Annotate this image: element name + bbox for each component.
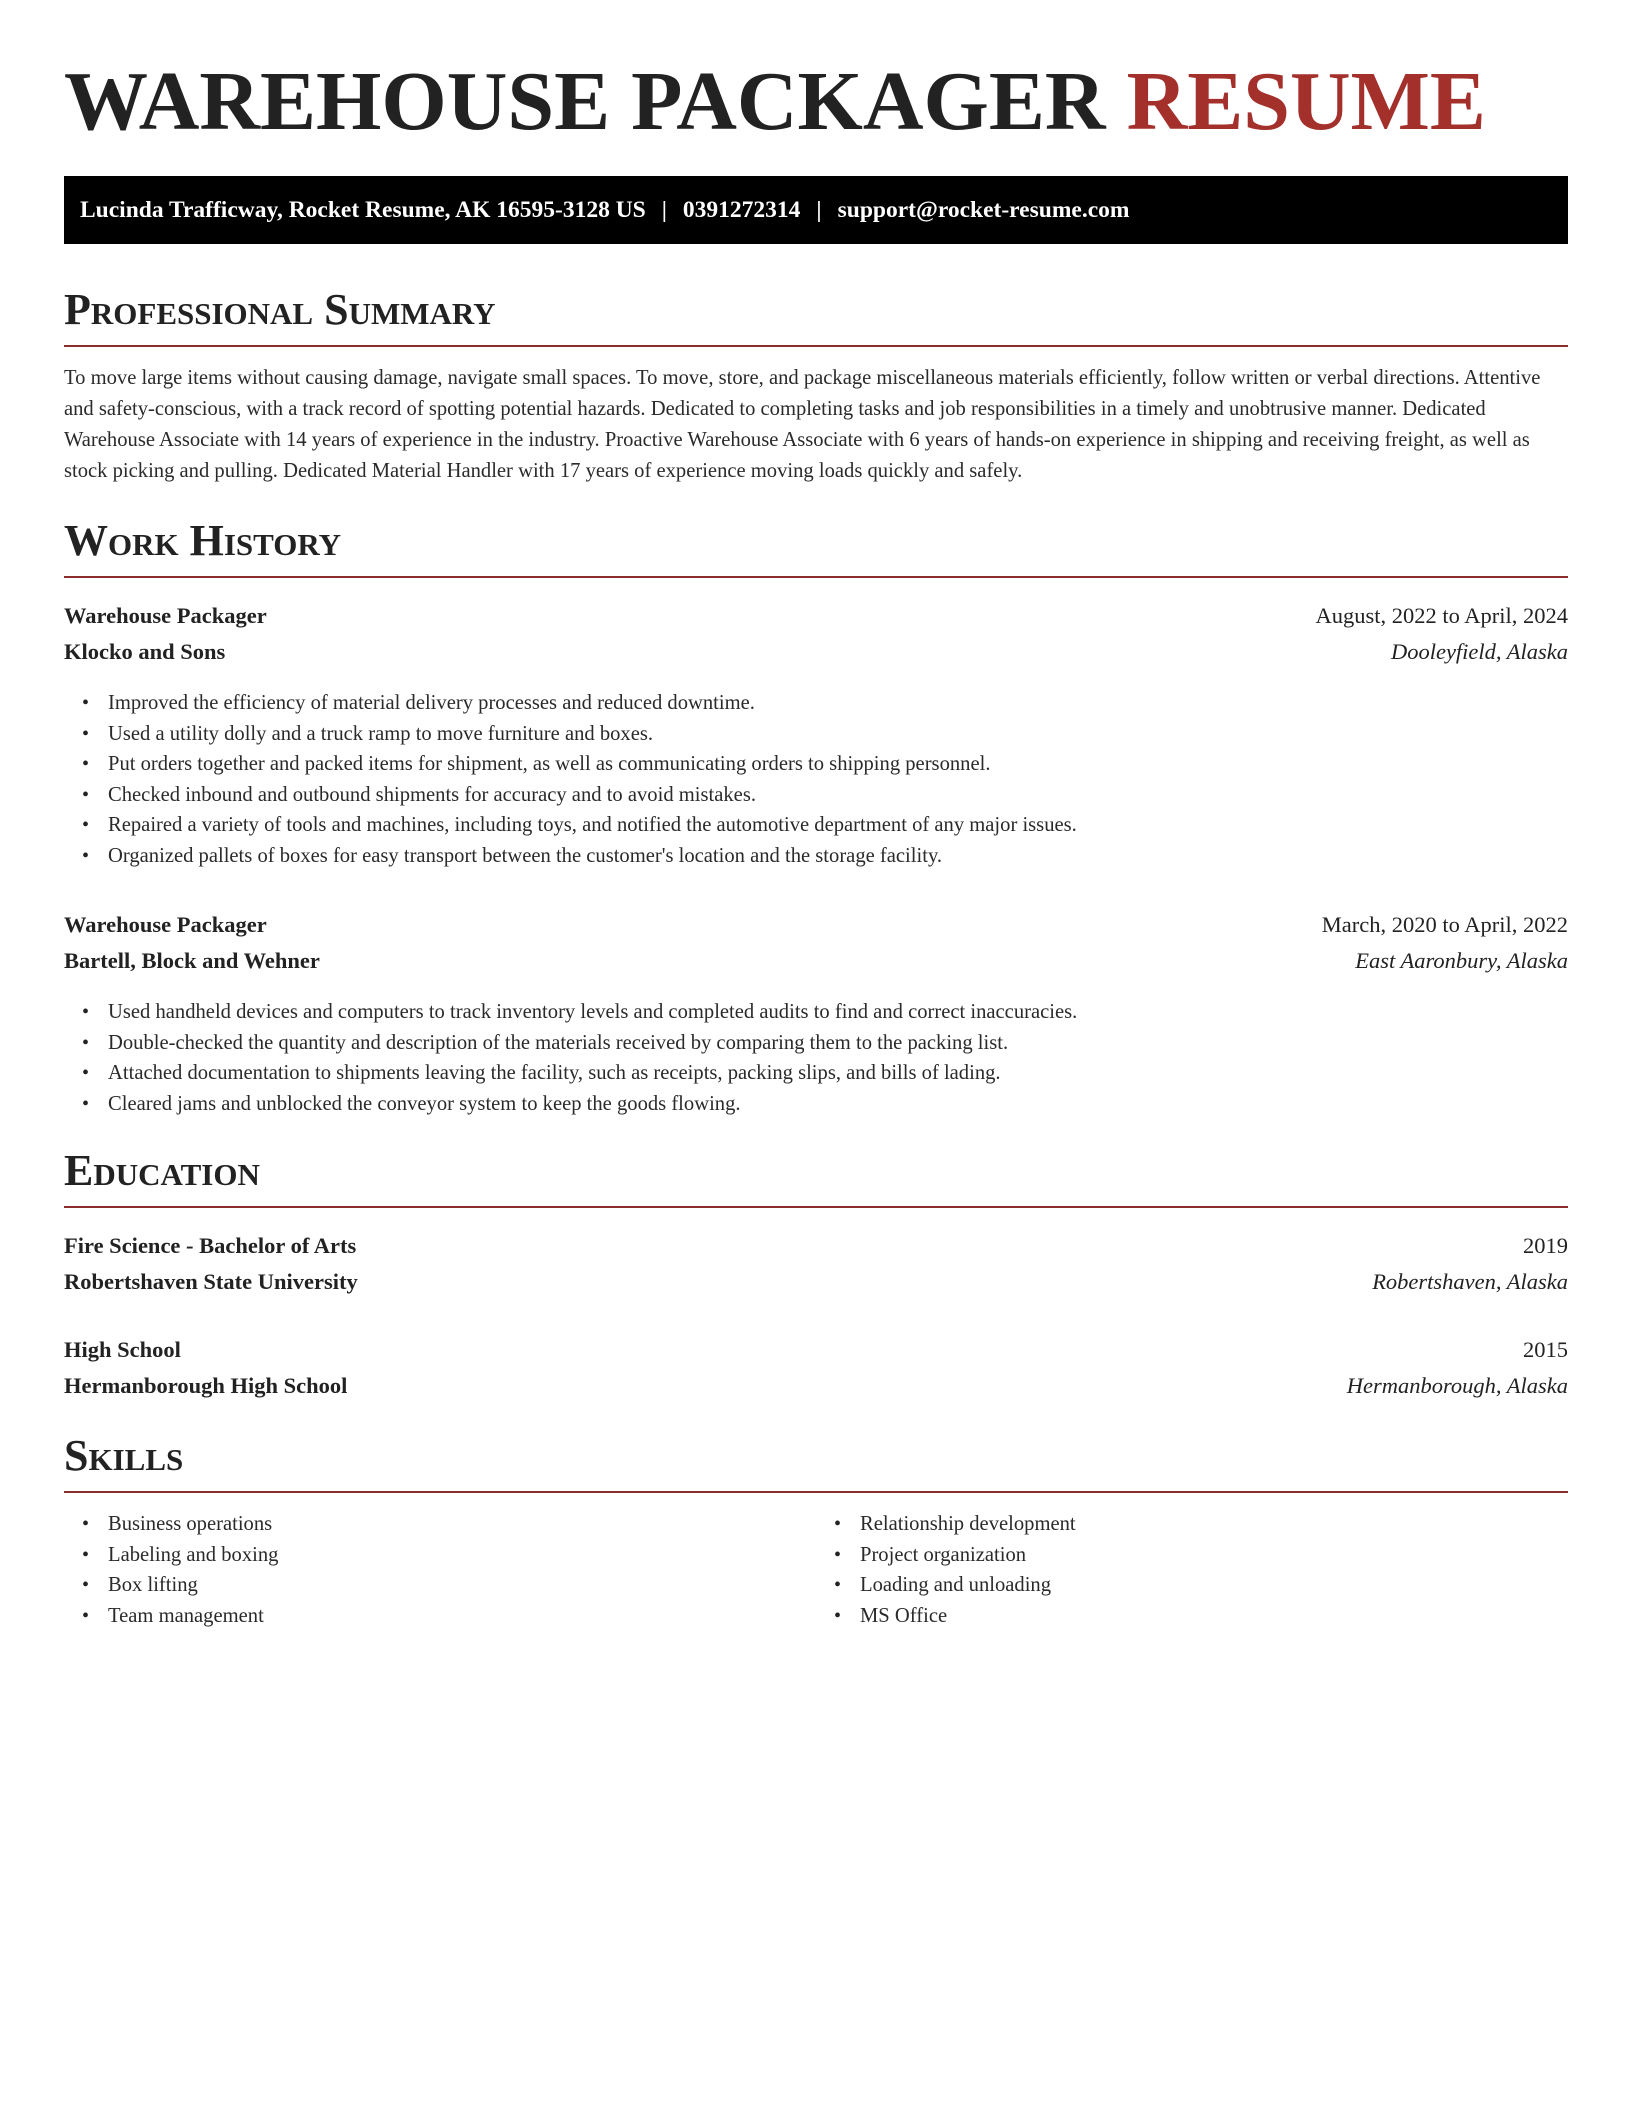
resume-title [64, 0, 1568, 152]
contact-bar [64, 176, 1568, 244]
contact-separator: | [816, 196, 822, 223]
education-year: 2019 [1523, 1233, 1568, 1258]
job-bullets [64, 997, 1568, 1119]
education-school: Robertshaven State University [64, 1269, 358, 1294]
education-degree: High School [64, 1337, 181, 1362]
skill-item: • Business operations [108, 1509, 816, 1540]
work-history-heading: Work History [64, 515, 1568, 578]
education-school: Hermanborough High School [64, 1373, 348, 1398]
skill-item: • Team management [108, 1601, 816, 1632]
summary-heading: Professional Summary [64, 284, 1568, 347]
job-entry [64, 907, 1568, 1119]
skill-item: • Box lifting [108, 1570, 816, 1601]
education-entry [64, 1332, 1568, 1404]
skills-grid [64, 1509, 1568, 1631]
job-bullet: • Organized pallets of boxes for easy transport between the customer's location and the storage facility. [108, 841, 1568, 872]
skill-item: • Labeling and boxing [108, 1540, 816, 1571]
job-title: Warehouse Packager [64, 603, 267, 628]
education-school-row [64, 1264, 1568, 1300]
job-location: Dooleyfield, Alaska [1390, 639, 1568, 664]
job-bullet: • Cleared jams and unblocked the conveyor system to keep the goods flowing. [108, 1089, 1568, 1120]
skill-item: • Relationship development [860, 1509, 1568, 1540]
job-bullet: • Checked inbound and outbound shipments for accuracy and to avoid mistakes. [108, 780, 1568, 811]
education-entry [64, 1228, 1568, 1300]
skills-column-left [64, 1509, 816, 1631]
job-entry [64, 598, 1568, 871]
job-bullet: • Used handheld devices and computers to track inventory levels and completed audits to find and correct inaccuracies. [108, 997, 1568, 1028]
skills-heading: Skills [64, 1430, 1568, 1493]
education-degree-row [64, 1228, 1568, 1264]
skill-item: • Project organization [860, 1540, 1568, 1571]
job-bullet: • Double-checked the quantity and description of the materials received by comparing them to the packing list. [108, 1028, 1568, 1059]
job-title: Warehouse Packager [64, 912, 267, 937]
title-main: WAREHOUSE PACKAGER [64, 55, 1106, 148]
skill-item: • Loading and unloading [860, 1570, 1568, 1601]
job-company: Bartell, Block and Wehner [64, 948, 320, 973]
job-bullet: • Put orders together and packed items for shipment, as well as communicating orders to shipping personnel. [108, 749, 1568, 780]
summary-text: To move large items without causing damage, navigate small spaces. To move, store, and package miscellaneous materials efficiently, follow written or verbal directions. Attentive and safety-conscious, with a track record of spotting potential hazards. Dedicated to completing tasks and job responsibilities in a timely and unobtrusive manner. Dedicated Warehouse Associate with 14 years of experience in the industry. Proactive Warehouse Associate with 6 years of hands-on experience in shipping and receiving freight, as well as stock picking and pulling. Dedicated Material Handler with 17 years of experience moving loads quickly and safely. [64, 367, 1541, 482]
job-location: East Aaronbury, Alaska [1355, 948, 1568, 973]
job-company-row [64, 943, 1568, 979]
job-bullet: • Repaired a variety of tools and machines, including toys, and notified the automotive department of any major issues. [108, 810, 1568, 841]
contact-email: support@rocket-resume.com [837, 196, 1130, 223]
skill-item: • MS Office [860, 1601, 1568, 1632]
job-bullets [64, 688, 1568, 871]
job-title-row [64, 598, 1568, 634]
job-dates: August, 2022 to April, 2024 [1315, 603, 1568, 628]
job-bullet: • Attached documentation to shipments leaving the facility, such as receipts, packing slips, and bills of lading. [108, 1058, 1568, 1089]
contact-phone: 0391272314 [682, 196, 801, 223]
skills-column-right [816, 1509, 1568, 1631]
education-degree: Fire Science - Bachelor of Arts [64, 1233, 357, 1258]
education-location: Hermanborough, Alaska [1346, 1373, 1568, 1398]
title-accent: RESUME [1126, 55, 1486, 148]
contact-separator: | [661, 196, 667, 223]
education-degree-row [64, 1332, 1568, 1368]
job-company: Klocko and Sons [64, 639, 226, 664]
job-title-row [64, 907, 1568, 943]
education-school-row [64, 1368, 1568, 1404]
education-heading: Education [64, 1145, 1568, 1208]
education-year: 2015 [1523, 1337, 1568, 1362]
job-company-row [64, 634, 1568, 670]
contact-address: Lucinda Trafficway, Rocket Resume, AK 16595-3128 US [80, 196, 646, 223]
job-bullet: • Improved the efficiency of material delivery processes and reduced downtime. [108, 688, 1568, 719]
job-dates: March, 2020 to April, 2022 [1321, 912, 1568, 937]
education-location: Robertshaven, Alaska [1372, 1269, 1568, 1294]
job-bullet: • Used a utility dolly and a truck ramp to move furniture and boxes. [108, 719, 1568, 750]
